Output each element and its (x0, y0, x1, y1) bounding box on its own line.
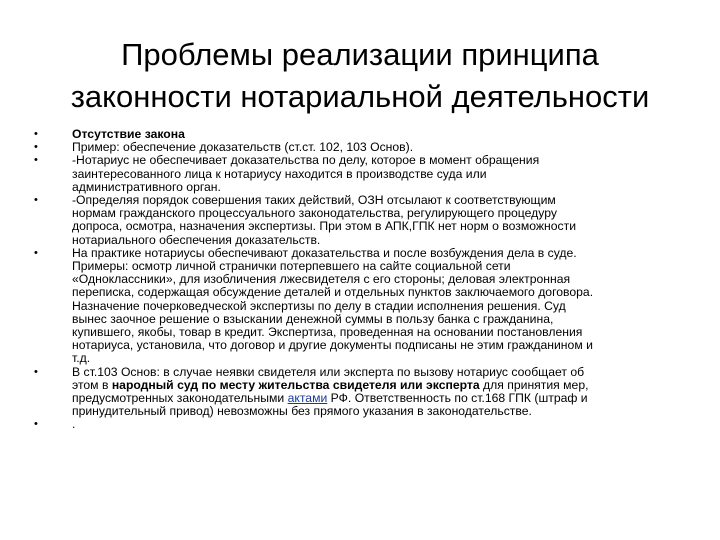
slide-title (40, 34, 680, 118)
bullet-text-line: принудительный привод) невозможны без прямого указания в законодательстве. (72, 404, 532, 419)
bullet-dot: • (34, 128, 38, 140)
bullet-item (34, 154, 684, 194)
acts-link[interactable]: актами (287, 391, 328, 406)
text-run: этом в (72, 377, 112, 392)
bullet-dot: • (34, 154, 38, 167)
title-line-2: законности нотариальной деятельности (70, 79, 650, 114)
bullet-list (34, 128, 684, 432)
bullet-text-line: допроса, осмотра, назначения экспертизы. При этом в АПК,ГПК нет норм о возможности (72, 219, 577, 234)
bullet-text-line: -Определяя порядок совершения таких действий, ОЗН отсылают к соответствующим (72, 193, 556, 208)
bullet-item (34, 194, 684, 247)
bullet-text-line: В ст.103 Основ: в случае неявки свидетеля или эксперта по вызову нотариус сообщает об (72, 364, 585, 379)
bullet-text-line: административного орган. (72, 179, 221, 194)
bullet-text-line: заинтересованного лица к нотариусу находится в производстве суда или (72, 166, 487, 181)
bullet-item (34, 366, 684, 419)
bullet-text-line: На практике нотариусы обеспечивают доказательства и после возбуждения дела в суде. (72, 245, 577, 260)
bullet-dot: • (34, 246, 38, 259)
text-run: предусмотренных законодательными (72, 391, 288, 406)
bullet-text: Пример: обеспечение доказательств (ст.ст. 102, 103 Основ). (72, 140, 414, 155)
text-run: РФ. Ответственность по ст.168 ГПК (штраф и (327, 391, 588, 406)
bullet-item (34, 247, 684, 366)
bullet-text-line: вынес заочное решение о взыскании денежной суммы в пользу банка с гражданина, (72, 311, 554, 326)
bullet-text-line: Примеры: осмотр личной странички потерпевшего на сайте социальной сети (72, 259, 511, 274)
text-run: для принятия мер, (479, 377, 589, 392)
bullet-text-line: нотариуса, установила, что договор и другие документы подписаны не этим гражданином и (72, 338, 593, 353)
bullet-text-line: -Нотариус не обеспечивает доказательства по делу, которое в момент обращения (72, 153, 540, 168)
bullet-dot: • (34, 418, 38, 431)
bullet-dot: • (34, 141, 38, 154)
bullet-dot: • (34, 365, 38, 378)
bullet-text-line: «Одноклассники», для изобличения лжесвидетеля с его стороны; деловая электронная (72, 272, 571, 287)
bullet-item (34, 418, 684, 431)
bullet-text-line: т.д. (72, 351, 91, 366)
bullet-text: Отсутствие закона (72, 127, 185, 141)
bullet-text-line: нормам гражданского процессуального законодательства, регулирующего процедуру (72, 206, 557, 221)
bullet-text-line: купившего, якобы, товар в кредит. Экспертиза, проведенная на основании постановления (72, 325, 583, 340)
bullet-dot: • (34, 194, 38, 207)
title-line-1: Проблемы реализации принципа (121, 37, 599, 72)
bullet-text-line: нотариального обеспечения доказательств. (72, 232, 321, 247)
bullet-text-line: переписка, содержащая обсуждение деталей и отдельных пунктов заключаемого договора. (72, 285, 594, 300)
bullet-text: . (72, 417, 76, 432)
bullet-text-line: Назначение почерковедческой экспертизы по делу в стадии исполнения решения. Суд (72, 298, 566, 313)
bold-court-phrase: народный суд по месту жительства свидетеля или эксперта (111, 377, 480, 392)
